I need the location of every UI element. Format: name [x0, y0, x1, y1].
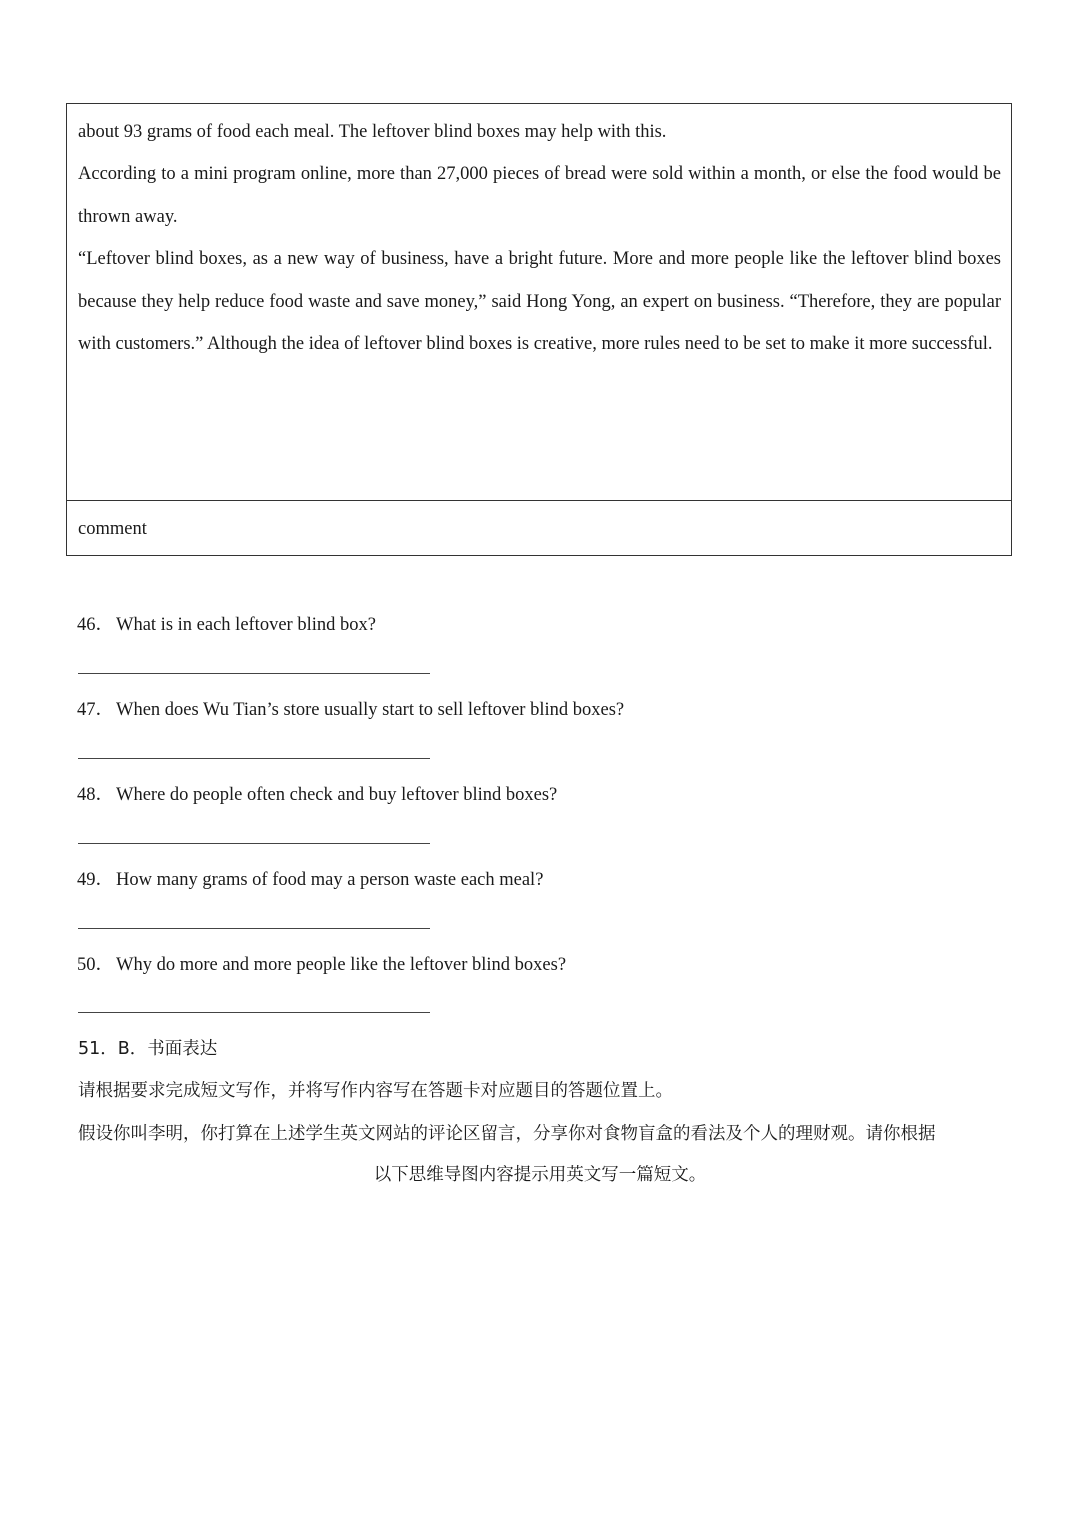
- answer-line-48[interactable]: [78, 843, 430, 844]
- question-48: [77, 780, 557, 806]
- passage-paragraph-3: “Leftover blind boxes, as a new way of business, have a bright future. More and more people like the leftover blind boxes because they help reduce food waste and save money,” said Hong Yong, an expert on business. “Therefore, they are popular with customers.” Although the idea of leftover blind boxes is creative, more rules need to be set to make it more successful.: [78, 249, 1001, 354]
- question-47: [77, 695, 624, 721]
- passage-table: [66, 103, 1012, 556]
- question-46: [77, 610, 376, 636]
- writing-instruction: 请根据要求完成短文写作，并将写作内容写在答题卡对应题目的答题位置上。: [78, 1081, 673, 1101]
- question-text: How many grams of food may a person waste each meal?: [116, 870, 544, 890]
- passage-paragraph-1: about 93 grams of food each meal. The leftover blind boxes may help with this.: [78, 122, 667, 142]
- question-49: [77, 865, 543, 891]
- comment-label: comment: [78, 518, 147, 539]
- question-number: 50．: [77, 955, 115, 975]
- answer-line-49[interactable]: [78, 928, 430, 929]
- writing-prompt-line-2: 以下思维导图内容提示用英文写一篇短文。: [373, 1165, 707, 1185]
- question-number: 48．: [77, 785, 115, 805]
- question-text: Why do more and more people like the leftover blind boxes?: [116, 955, 567, 975]
- passage-paragraph-2: According to a mini program online, more than 27,000 pieces of bread were sold within a month, or else the food would be thrown away.: [78, 164, 1001, 227]
- question-50: [77, 950, 566, 976]
- answer-line-46[interactable]: [78, 673, 430, 674]
- question-text: Where do people often check and buy leftover blind boxes?: [116, 785, 558, 805]
- writing-heading: 51．B．书面表达: [78, 1039, 218, 1059]
- question-text: When does Wu Tian’s store usually start to sell leftover blind boxes?: [116, 700, 625, 720]
- question-text: What is in each leftover blind box?: [116, 615, 376, 635]
- writing-prompt-line-1: 假设你叫李明，你打算在上述学生英文网站的评论区留言，分享你对食物盲盒的看法及个人的理财观。请你根据: [78, 1124, 936, 1144]
- answer-line-50[interactable]: [78, 1012, 430, 1013]
- question-number: 47．: [77, 700, 115, 720]
- question-number: 46．: [77, 615, 115, 635]
- question-number: 49．: [77, 870, 115, 890]
- passage-body: [67, 104, 1011, 501]
- answer-line-47[interactable]: [78, 758, 430, 759]
- comment-row: [67, 501, 1011, 557]
